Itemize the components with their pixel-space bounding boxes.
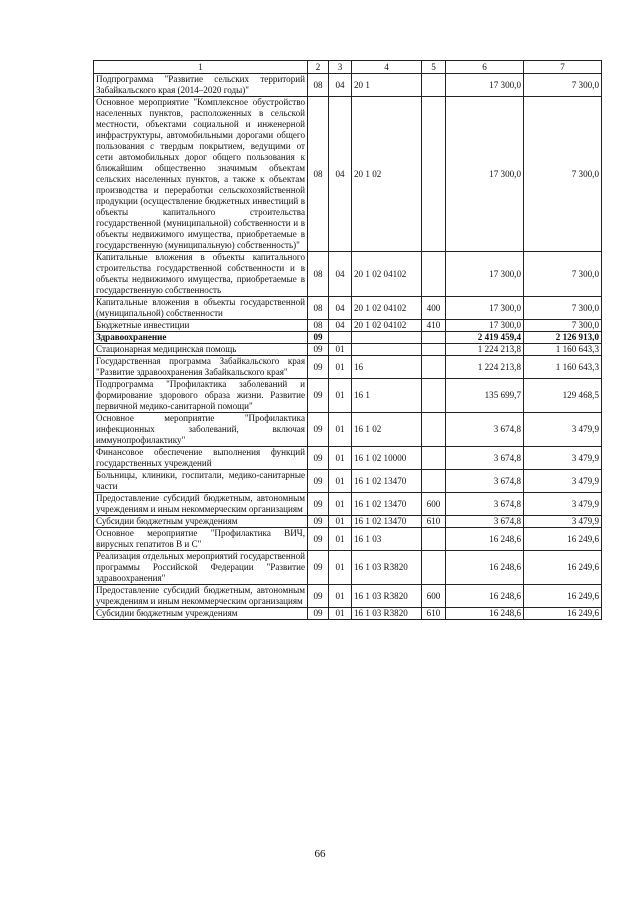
section-code-cell: 09: [308, 379, 329, 413]
amount-col7-cell: 3 479,9: [524, 516, 602, 528]
expense-type-cell: [422, 413, 446, 447]
amount-col6-cell: 17 300,0: [446, 97, 524, 252]
subsection-code-cell: 01: [329, 551, 352, 585]
amount-col7-cell: 16 249,6: [524, 528, 602, 551]
table-row: [94, 608, 602, 620]
amount-col6-cell: 3 674,8: [446, 493, 524, 516]
subsection-code-cell: 04: [329, 97, 352, 252]
section-code-cell: 08: [308, 297, 329, 320]
amount-col6-cell: 3 674,8: [446, 447, 524, 470]
target-article-cell: 16: [352, 356, 422, 379]
amount-col6-cell: 17 300,0: [446, 297, 524, 320]
subsection-code-cell: 04: [329, 297, 352, 320]
amount-col6-cell: 16 248,6: [446, 608, 524, 620]
row-name-cell: Реализация отдельных мероприятий государственной программы Российской Федерации "Развитие здравоохранения": [94, 551, 308, 585]
page-number: 66: [314, 848, 326, 860]
section-code-cell: 08: [308, 74, 329, 97]
section-code-cell: 09: [308, 413, 329, 447]
subsection-code-cell: 04: [329, 252, 352, 297]
amount-col6-cell: 3 674,8: [446, 516, 524, 528]
row-name-cell: Предоставление субсидий бюджетным, автономным учреждениям и иным некоммерческим организациям: [94, 585, 308, 608]
target-article-cell: 16 1 02 13470: [352, 493, 422, 516]
subsection-code-cell: 01: [329, 379, 352, 413]
target-article-cell: 16 1 02 13470: [352, 516, 422, 528]
target-article-cell: 20 1: [352, 74, 422, 97]
header-cell: 5: [422, 61, 446, 74]
target-article-cell: 16 1 03 R3820: [352, 585, 422, 608]
table-row: [94, 413, 602, 447]
table-row: [94, 320, 602, 332]
amount-col7-cell: 16 249,6: [524, 551, 602, 585]
subsection-code-cell: 01: [329, 413, 352, 447]
table-row: [94, 74, 602, 97]
subsection-code-cell: 01: [329, 585, 352, 608]
subsection-code-cell: 04: [329, 74, 352, 97]
target-article-cell: 16 1 02 10000: [352, 447, 422, 470]
amount-col7-cell: 16 249,6: [524, 608, 602, 620]
subsection-code-cell: 01: [329, 516, 352, 528]
amount-col6-cell: 3 674,8: [446, 413, 524, 447]
expense-type-cell: 610: [422, 608, 446, 620]
section-code-cell: 09: [308, 344, 329, 356]
header-cell: 4: [352, 61, 422, 74]
table-row: [94, 344, 602, 356]
section-code-cell: 09: [308, 332, 329, 344]
row-name-cell: Финансовое обеспечение выполнения функций государственных учреждений: [94, 447, 308, 470]
amount-col7-cell: 3 479,9: [524, 493, 602, 516]
subsection-code-cell: 01: [329, 344, 352, 356]
subsection-code-cell: 01: [329, 356, 352, 379]
target-article-cell: 16 1 02: [352, 413, 422, 447]
expense-type-cell: 400: [422, 297, 446, 320]
amount-col6-cell: 16 248,6: [446, 551, 524, 585]
row-name-cell: Бюджетные инвестиции: [94, 320, 308, 332]
row-name-cell: Здравоохранение: [94, 332, 308, 344]
table-row: [94, 551, 602, 585]
table-row: [94, 585, 602, 608]
amount-col7-cell: 7 300,0: [524, 74, 602, 97]
amount-col7-cell: 16 249,6: [524, 585, 602, 608]
expense-type-cell: [422, 332, 446, 344]
row-name-cell: Государственная программа Забайкальского края "Развитие здравоохранения Забайкальского края": [94, 356, 308, 379]
section-code-cell: 09: [308, 585, 329, 608]
section-code-cell: 09: [308, 356, 329, 379]
section-code-cell: 09: [308, 516, 329, 528]
subsection-code-cell: 01: [329, 447, 352, 470]
target-article-cell: 20 1 02 04102: [352, 320, 422, 332]
table-row: [94, 252, 602, 297]
table-row: [94, 297, 602, 320]
row-name-cell: Субсидии бюджетным учреждениям: [94, 608, 308, 620]
expense-type-cell: [422, 252, 446, 297]
row-name-cell: Подпрограмма "Развитие сельских территорий Забайкальского края (2014–2020 годы)": [94, 74, 308, 97]
amount-col6-cell: 17 300,0: [446, 320, 524, 332]
header-cell: 2: [308, 61, 329, 74]
expense-type-cell: [422, 344, 446, 356]
header-cell: 7: [524, 61, 602, 74]
table-row: [94, 493, 602, 516]
header-cell: 6: [446, 61, 524, 74]
target-article-cell: 20 1 02 04102: [352, 297, 422, 320]
section-code-cell: 09: [308, 493, 329, 516]
row-name-cell: Больницы, клиники, госпитали, медико-санитарные части: [94, 470, 308, 493]
section-code-cell: 09: [308, 470, 329, 493]
amount-col7-cell: 7 300,0: [524, 97, 602, 252]
expense-type-cell: 600: [422, 585, 446, 608]
amount-col7-cell: 1 160 643,3: [524, 344, 602, 356]
expense-type-cell: [422, 356, 446, 379]
amount-col6-cell: 16 248,6: [446, 528, 524, 551]
amount-col7-cell: 1 160 643,3: [524, 356, 602, 379]
section-code-cell: 08: [308, 252, 329, 297]
subsection-code-cell: 01: [329, 528, 352, 551]
amount-col7-cell: 7 300,0: [524, 320, 602, 332]
target-article-cell: 16 1 03 R3820: [352, 551, 422, 585]
table-row: [94, 447, 602, 470]
target-article-cell: 16 1: [352, 379, 422, 413]
expense-type-cell: [422, 470, 446, 493]
header-cell: 1: [94, 61, 308, 74]
target-article-cell: [352, 344, 422, 356]
target-article-cell: 20 1 02 04102: [352, 252, 422, 297]
row-name-cell: Подпрограмма "Профилактика заболеваний и формирование здорового образа жизни. Развитие первичной медико-санитарной помощи": [94, 379, 308, 413]
expense-type-cell: 600: [422, 493, 446, 516]
amount-col6-cell: 2 419 459,4: [446, 332, 524, 344]
amount-col7-cell: 3 479,9: [524, 470, 602, 493]
target-article-cell: 16 1 03 R3820: [352, 608, 422, 620]
amount-col7-cell: 7 300,0: [524, 252, 602, 297]
subsection-code-cell: 01: [329, 493, 352, 516]
row-name-cell: Предоставление субсидий бюджетным, автономным учреждениям и иным некоммерческим организациям: [94, 493, 308, 516]
target-article-cell: [352, 332, 422, 344]
amount-col7-cell: 3 479,9: [524, 447, 602, 470]
table-row: [94, 356, 602, 379]
amount-col6-cell: 1 224 213,8: [446, 356, 524, 379]
section-code-cell: 09: [308, 528, 329, 551]
target-article-cell: 16 1 02 13470: [352, 470, 422, 493]
expense-type-cell: [422, 74, 446, 97]
row-name-cell: Капитальные вложения в объекты капитального строительства государственной собственности и в объекты недвижимого имущества, приобретаемые в государственную собственность: [94, 252, 308, 297]
row-name-cell: Основное мероприятие "Комплексное обустройство населенных пунктов, расположенных в сельской местности, объектами социальной и инженерной инфраструктуры, автомобильными дорогами общего пользования с твердым покрытием, ведущими от сети автомобильных дорог общего пользования к ближайшим общественно значимым объектам сельских населенных пунктов, а также к объектам производства и переработки сельскохозяйственной продукции (осуществление бюджетных инвестиций в объекты капитального строительства государственной (муниципальной) собственности и в объекты недвижимого имущества, приобретаемые в государственную (муниципальную) собственность)": [94, 97, 308, 252]
budget-table: [93, 60, 602, 620]
expense-type-cell: [422, 379, 446, 413]
amount-col6-cell: 3 674,8: [446, 470, 524, 493]
row-name-cell: Стационарная медицинская помощь: [94, 344, 308, 356]
amount-col7-cell: 129 468,5: [524, 379, 602, 413]
target-article-cell: 20 1 02: [352, 97, 422, 252]
table-row: [94, 97, 602, 252]
subsection-code-cell: 01: [329, 608, 352, 620]
subsection-code-cell: 01: [329, 470, 352, 493]
expense-type-cell: [422, 528, 446, 551]
table-row: [94, 379, 602, 413]
section-code-cell: 08: [308, 97, 329, 252]
table-row: [94, 470, 602, 493]
subsection-code-cell: 04: [329, 320, 352, 332]
table-row: [94, 528, 602, 551]
expense-type-cell: 410: [422, 320, 446, 332]
amount-col6-cell: 17 300,0: [446, 252, 524, 297]
table-row: [94, 516, 602, 528]
table-header-row: [94, 61, 602, 74]
row-name-cell: Основное мероприятие "Профилактика ВИЧ, вирусных гепатитов В и С": [94, 528, 308, 551]
row-name-cell: Основное мероприятие "Профилактика инфекционных заболеваний, включая иммунопрофилактику": [94, 413, 308, 447]
expense-type-cell: [422, 551, 446, 585]
amount-col7-cell: 2 126 913,0: [524, 332, 602, 344]
amount-col6-cell: 16 248,6: [446, 585, 524, 608]
row-name-cell: Субсидии бюджетным учреждениям: [94, 516, 308, 528]
subsection-code-cell: [329, 332, 352, 344]
amount-col6-cell: 17 300,0: [446, 74, 524, 97]
expense-type-cell: 610: [422, 516, 446, 528]
amount-col7-cell: 3 479,9: [524, 413, 602, 447]
expense-type-cell: [422, 97, 446, 252]
section-code-cell: 09: [308, 608, 329, 620]
expense-type-cell: [422, 447, 446, 470]
section-code-cell: 08: [308, 320, 329, 332]
amount-col7-cell: 7 300,0: [524, 297, 602, 320]
amount-col6-cell: 135 699,7: [446, 379, 524, 413]
amount-col6-cell: 1 224 213,8: [446, 344, 524, 356]
target-article-cell: 16 1 03: [352, 528, 422, 551]
table-row: [94, 332, 602, 344]
row-name-cell: Капитальные вложения в объекты государственной (муниципальной) собственности: [94, 297, 308, 320]
header-cell: 3: [329, 61, 352, 74]
section-code-cell: 09: [308, 551, 329, 585]
section-code-cell: 09: [308, 447, 329, 470]
